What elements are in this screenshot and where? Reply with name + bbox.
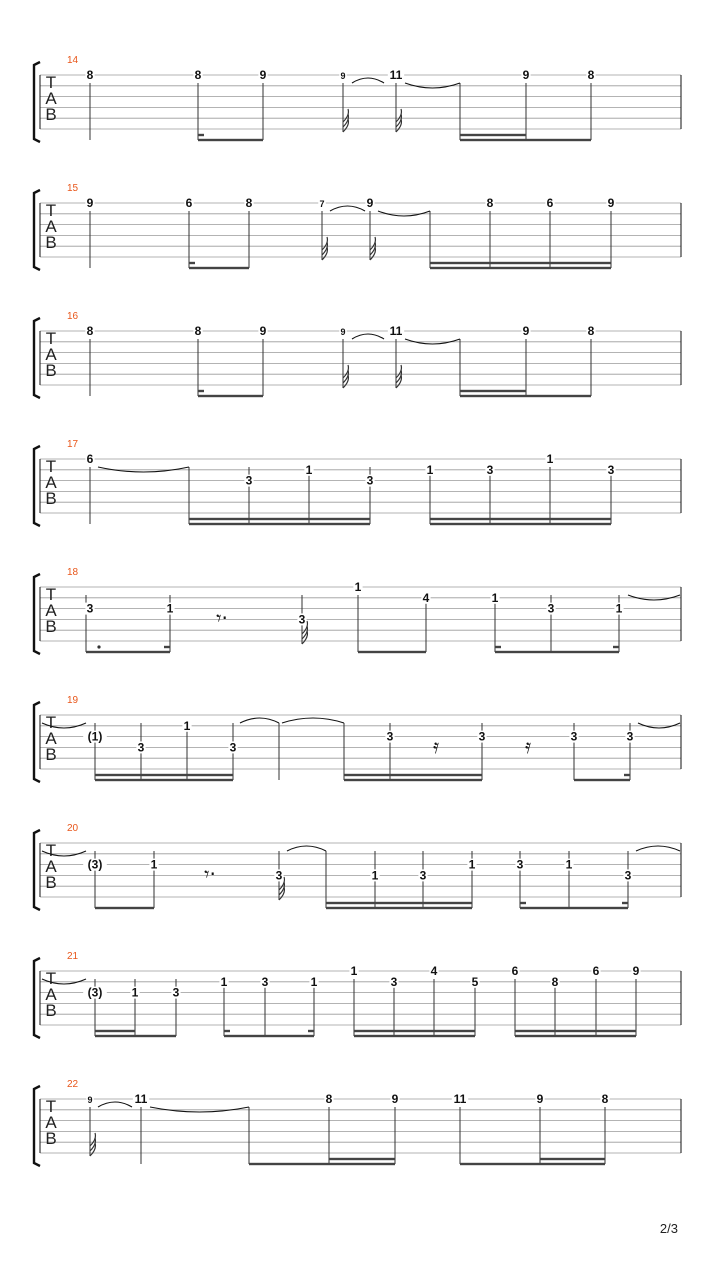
rest-symbol: 𝄾· [216,606,228,630]
page-number: 2/3 [659,1221,678,1236]
fret-number: 1 [615,601,623,616]
beam [460,134,526,136]
rhythm-dot [97,645,100,648]
fret-number: 3 [570,729,578,744]
tab-clef-letter: B [45,745,57,764]
fret-number: 9 [607,196,615,210]
beam [95,779,233,781]
rest-symbol: 𝄿 [524,734,532,758]
tab-clef-letter: A [45,89,57,108]
system-15 [34,183,681,270]
fret-number: 4 [430,964,438,978]
tie-arc [330,206,365,211]
beam [430,523,611,525]
fret-number: 3 [261,974,269,989]
system-bracket [34,702,40,782]
tab-clef-letter: T [45,73,57,92]
beam [460,1163,605,1165]
system-bracket [34,318,40,398]
fret-number: 1 [305,462,313,477]
fret-number: 9 [340,327,346,337]
fret-number: 1 [166,601,174,616]
fret-number: 8 [86,324,94,338]
fret-number: 1 [220,974,228,989]
fret-number: 6 [185,196,193,210]
fret-number: 1 [150,857,158,872]
fret-number: 4 [422,590,430,605]
fret-number: 9 [522,68,530,82]
fret-number: 3 [624,868,632,883]
fret-number: 1 [491,590,499,605]
beam-stub [624,774,630,776]
fret-number: 3 [478,729,486,744]
fret-number: 9 [87,1095,93,1105]
fret-number: 8 [194,324,202,338]
tab-clef-letter: B [45,105,57,124]
fret-number: 3 [547,601,555,616]
system-bracket [34,62,40,142]
measure-number: 22 [67,1079,79,1090]
fret-number: 9 [340,71,346,81]
fret-number: 9 [259,324,267,338]
fret-number: 6 [592,964,600,978]
tab-clef-letter: B [45,873,57,892]
measure-number: 17 [67,439,79,450]
beam [430,518,611,520]
tab-clef-letter: A [45,857,57,876]
fret-number: 7 [319,199,325,209]
tab-clef-letter: T [45,201,57,220]
fret-number: 8 [587,324,595,338]
beam [354,1030,475,1032]
system-19 [34,695,681,782]
tie-arc [636,846,680,851]
fret-number: 3 [245,473,253,488]
tie-arc [352,334,384,339]
tab-clef-letter: T [45,841,57,860]
system-bracket [34,190,40,270]
tab-clef-letter: B [45,1129,57,1148]
beam [460,390,526,392]
system-22 [34,1079,681,1166]
fret-number: 6 [86,452,94,466]
beam [326,907,472,909]
beam [95,1030,135,1032]
beam [189,523,370,525]
measure-number: 16 [67,311,79,322]
fret-number: 3 [516,857,524,872]
fret-number: 3 [607,462,615,477]
tie-arc [98,1102,132,1107]
beam [344,774,482,776]
beam-stub [308,1030,314,1032]
system-bracket [34,574,40,654]
fret-number: 11 [389,68,403,82]
tab-clef-letter: A [45,1113,57,1132]
system-18 [34,567,681,654]
fret-number: 9 [391,1092,399,1106]
tab-clef-letter: B [45,233,57,252]
beam [198,395,263,397]
fret-number: 9 [86,196,94,210]
system-14 [34,55,681,142]
measure-number: 18 [67,567,79,578]
beam [249,1163,395,1165]
fret-number: 3 [390,974,398,989]
system-20 [34,823,681,910]
tab-clef-letter: T [45,1097,57,1116]
fret-number: 8 [551,974,559,989]
tab-clef-letter: A [45,985,57,1004]
fret-number: 1 [426,462,434,477]
fret-number: 3 [626,729,634,744]
beam-stub [495,646,501,648]
tie-arc [282,718,344,723]
fret-number: 8 [601,1092,609,1106]
system-bracket [34,958,40,1038]
fret-number: 1 [354,580,362,594]
fret-number: 8 [587,68,595,82]
fret-number: 9 [366,196,374,210]
fret-number: 3 [486,462,494,477]
fret-number: 3 [137,740,145,755]
beam [354,1035,475,1037]
fret-number: 1 [183,718,191,733]
fret-number: 6 [546,196,554,210]
beam [515,1030,636,1032]
tie-arc [240,718,279,723]
tab-clef-letter: A [45,345,57,364]
fret-number: 3 [419,868,427,883]
beam-stub [189,262,195,264]
fret-number: 1 [371,868,379,883]
fret-number: (3) [87,857,103,872]
tab-clef-letter: B [45,489,57,508]
beam-stub [198,390,204,392]
fret-number: 8 [486,196,494,210]
fret-number: 3 [298,612,306,627]
tab-clef-letter: T [45,713,57,732]
beam [495,651,619,653]
fret-number: 8 [194,68,202,82]
tab-clef-letter: B [45,617,57,636]
beam [344,779,482,781]
tab-clef-letter: A [45,729,57,748]
beam [540,1158,605,1160]
tie-arc [352,78,384,83]
tab-clef-letter: B [45,1001,57,1020]
beam [515,1035,636,1037]
measure-number: 19 [67,695,79,706]
fret-number: 8 [86,68,94,82]
beam [189,267,249,269]
fret-number: 3 [386,729,394,744]
fret-number: 1 [310,974,318,989]
beam [430,267,611,269]
fret-number: 11 [134,1092,148,1106]
beam-stub [520,902,526,904]
fret-number: 9 [632,964,640,978]
beam [86,651,170,653]
measure-number: 20 [67,823,79,834]
beam-stub [613,646,619,648]
fret-number: 11 [389,324,403,338]
fret-number: 3 [172,985,180,1000]
beam [460,139,591,141]
fret-number: 1 [350,964,358,978]
beam [430,262,611,264]
fret-number: 3 [275,868,283,883]
fret-number: 9 [522,324,530,338]
fret-number: 1 [546,452,554,466]
fret-number: 9 [536,1092,544,1106]
tab-clef-letter: A [45,217,57,236]
tab-clef-letter: T [45,969,57,988]
beam [95,774,233,776]
system-bracket [34,830,40,910]
fret-number: 1 [565,857,573,872]
tab-clef-letter: A [45,473,57,492]
fret-number: 3 [366,473,374,488]
tab-clef-letter: T [45,457,57,476]
system-21 [34,951,681,1038]
beam [358,651,426,653]
rest-symbol: 𝄾· [204,862,216,886]
tab-clef-letter: B [45,361,57,380]
tie-arc [287,846,326,851]
fret-number: 1 [468,857,476,872]
beam [189,518,370,520]
rest-symbol: 𝄿 [432,734,440,758]
beam [224,1035,314,1037]
beam [460,395,591,397]
measure-number: 15 [67,183,79,194]
beam [574,779,630,781]
fret-number: 3 [229,740,237,755]
fret-number: 8 [245,196,253,210]
beam-stub [198,134,204,136]
fret-number: 5 [471,974,479,989]
beam [329,1158,395,1160]
tab-clef-letter: A [45,601,57,620]
tab-clef-letter: T [45,329,57,348]
tab-clef-letter: T [45,585,57,604]
beam [95,1035,176,1037]
beam-stub [164,646,170,648]
system-17 [34,439,681,526]
fret-number: (3) [87,985,103,1000]
beam-stub [224,1030,230,1032]
beam-stub [622,902,628,904]
beam [95,907,154,909]
fret-number: 8 [325,1092,333,1106]
fret-number: 1 [131,985,139,1000]
beam [520,907,628,909]
fret-number: 9 [259,68,267,82]
measure-number: 21 [67,951,79,962]
system-bracket [34,1086,40,1166]
system-16 [34,311,681,398]
fret-number: 3 [86,601,94,616]
measure-number: 14 [67,55,79,66]
beam [326,902,472,904]
fret-number: 6 [511,964,519,978]
fret-number: (1) [87,729,103,744]
beam [198,139,263,141]
fret-number: 11 [453,1092,467,1106]
system-bracket [34,446,40,526]
